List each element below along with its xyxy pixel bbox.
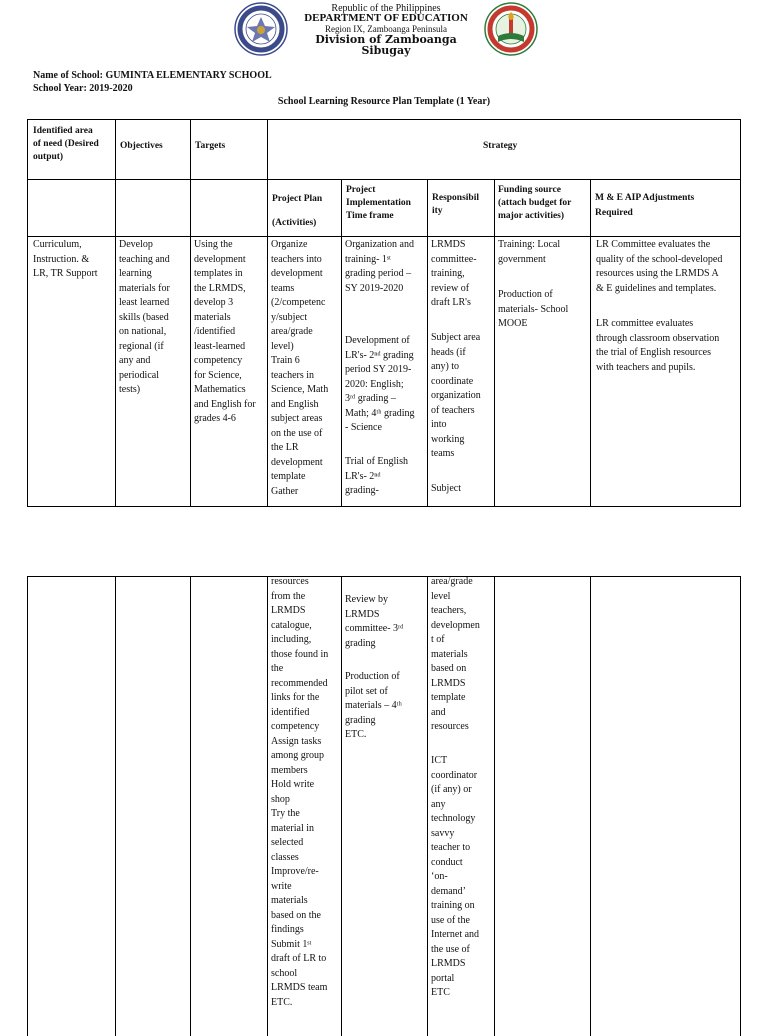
cell-line: conduct [431,856,463,868]
cell-line: MOOE [498,318,528,329]
cell-line: development [194,253,246,265]
cell-line: training, [431,268,465,279]
cell-line: Implementation [346,198,411,208]
cell-line: the [271,663,284,674]
cell-line: Trial of English [345,456,408,467]
cell-line: LRMDS [345,608,380,620]
cell-line: development [271,456,323,468]
cell-line: government [498,253,546,265]
cell-line: of teachers [431,404,475,416]
cell-line: materials – 4ᵗʰ [345,700,402,711]
cell-line: ICT [431,755,448,766]
cell-line: among group [271,750,325,761]
cell-line: (attach budget for [498,198,572,208]
cell-line: teacher to [431,842,471,853]
cell-line: the LRMDS, [194,282,246,294]
plan-table-page1 [27,119,741,507]
cell-line: grading period – [345,268,412,279]
cell-line: LRMDS team [271,982,328,993]
header-project-plan [272,187,340,235]
cell-line: & E guidelines and templates. [596,282,717,294]
cell-line: for Science, [194,369,242,381]
cell-line: Assign tasks [271,735,322,747]
cell-line: findings [271,924,304,935]
cell-line: Submit 1ˢᵗ [271,938,312,950]
department-line: DEPARTMENT OF EDUCATION [304,12,468,24]
cell-line: LR committee evaluates [596,318,694,329]
plan-table-page2 [27,576,741,1036]
cell-line: area/grade [431,576,473,587]
cell-line: classes [271,851,299,863]
cell-line: on the use of [271,427,323,439]
cell-line: materials [194,311,231,323]
cell-line: Improve/re- [271,866,319,877]
cell-line: grades 4-6 [194,413,236,424]
cell-implementation-cont-1 [345,593,427,651]
cell-line: template [431,692,466,703]
cell-line: from the [271,590,306,602]
cell-line: Identified area [33,126,93,136]
cell-line: Review by [345,594,389,605]
cell-line: any [431,798,446,810]
cell-line: Organization and [345,239,414,250]
cell-line: t of [431,634,445,645]
cell-line: Internet and [431,929,480,940]
cell-targets [194,238,266,427]
cell-line: template [271,471,306,482]
cell-line: pilot set of [345,685,388,697]
cell-line: recommended [271,677,328,689]
cell-line: M & E AIP Adjustments [595,193,695,203]
cell-line: level [431,590,451,602]
cell-line: Gather [271,485,299,497]
cell-line: draft LR's [431,297,471,308]
cell-line: competency [194,355,243,366]
cell-line: based on the [271,909,321,921]
cell-me-2 [596,317,740,375]
cell-line: portal [431,972,455,984]
cell-line: catalogue, [271,619,312,631]
header-me [595,191,739,221]
region-line: Region IX, Zamboanga Peninsula [325,24,447,34]
cell-line: working [431,433,465,445]
cell-line: Hold write [271,779,315,790]
cell-line: learning [119,268,152,279]
cell-line: LRMDS [431,239,466,250]
division-line: Division of Zamboanga Sibugay [315,33,457,57]
cell-line: least learned [119,297,170,308]
cell-line: Production of [498,289,553,300]
cell-line: through classroom observation [596,332,720,344]
cell-line: the trial of English resources [596,347,711,358]
cell-line: tests) [119,384,141,395]
cell-project-plan [271,238,341,499]
cell-line: SY 2019-2020 [345,282,404,294]
cell-line: developmen [431,619,480,631]
cell-line: LR's- 2ⁿᵈ [345,470,381,482]
header-funding [498,184,590,223]
cell-line: templates in [194,268,243,279]
cell-line: level) [271,340,294,352]
cell-line: teachers into [271,253,322,265]
cell-line: based on [431,663,467,674]
cell-implementation-cont-2 [345,670,427,743]
cell-implementation-1 [345,238,427,296]
cell-line: training on [431,900,475,911]
cell-line: links for the [271,692,320,703]
cell-line: ity [432,206,443,216]
deped-seal-logo [234,2,288,56]
cell-line: ETC. [271,996,293,1008]
cell-line: coordinate [431,375,474,387]
cell-line: area/grade [271,326,313,337]
cell-line: shop [271,793,290,805]
cell-line: Mathematics [194,384,246,395]
cell-line: grading [345,714,376,726]
cell-line: Time frame [346,211,394,221]
document-title: School Learning Resource Plan Template (1 Year) [277,96,491,107]
cell-line: Math; 4ᵗʰ grading [345,407,415,419]
cell-line: identified [271,706,310,718]
cell-line: technology [431,813,476,824]
cell-line: Production of [345,671,400,682]
cell-responsibility-cont-1 [431,575,493,735]
cell-line: materials for [119,282,170,294]
school-year: School Year: 2019-2020 [33,83,133,94]
cell-line: Required [595,208,633,218]
cell-line: the use of [431,943,470,955]
cell-line: write [271,880,292,892]
header-targets: Targets [195,141,226,151]
header-implementation [346,184,426,223]
cell-line: materials [271,895,308,906]
cell-line: those found in [271,648,329,660]
cell-line: competency [271,721,320,732]
cell-line: major activities) [498,211,565,221]
cell-line: LRMDS [431,958,466,969]
cell-line: training- 1ˢᵗ [345,253,391,265]
cell-line: on national, [119,326,167,337]
cell-line: resources using the LRMDS A [596,268,719,279]
cell-line: Science, Math [271,384,329,395]
division-seal-logo [484,2,538,56]
cell-line: 3ʳᵈ grading – [345,393,396,404]
cell-line: LRMDS [271,605,306,616]
cell-line: LRMDS [431,677,466,689]
cell-line: any and [119,355,151,366]
cell-line: Funding source [498,185,561,195]
cell-line: heads (if [431,346,466,358]
cell-line: (2/competenc [271,297,326,308]
cell-line: teams [271,282,295,294]
header-strategy: Strategy [483,141,518,151]
cell-line: - Science [345,422,382,433]
cell-line: Try the [271,808,300,819]
cell-project-plan-cont [271,575,341,1010]
cell-line: Curriculum, [33,239,82,250]
cell-line: school [271,967,298,979]
cell-line: coordinator [431,769,478,781]
cell-line: Project [346,185,376,195]
cell-line: teams [431,448,455,459]
cell-line: committee- [431,253,477,265]
cell-line: savvy [431,827,455,839]
cell-line: review of [431,282,470,294]
cell-responsibility-2 [431,331,493,462]
cell-line: Develop [119,239,153,250]
cell-responsibility-1 [431,238,493,311]
republic-line: Republic of the Philippines [331,3,441,14]
cell-funding-2 [498,288,590,332]
cell-line: members [271,764,308,776]
cell-line: teachers in [271,369,315,381]
cell-line: and English for [194,398,256,410]
cell-line: develop 3 [194,297,234,308]
cell-line: output) [33,152,64,162]
cell-responsibility-cont-2 [431,754,493,1001]
cell-line: Instruction. & [33,253,90,265]
cell-line: least-learned [194,340,246,352]
cell-line: period SY 2019- [345,364,412,375]
cell-line: materials [431,648,468,660]
cell-implementation-3 [345,455,427,499]
cell-line: demand’ [431,885,466,897]
cell-line: material in [271,822,315,834]
cell-line: ETC. [345,729,367,740]
cell-line: teaching and [119,253,170,265]
cell-line: Using the [194,239,233,250]
cell-line: subject areas [271,413,323,424]
cell-line: including, [271,634,312,645]
cell-line: the LR [271,442,299,453]
cell-line: grading [345,637,376,649]
cell-line: grading- [345,485,379,496]
cell-line: resources [431,721,469,732]
cell-line: regional (if [119,340,164,352]
cell-line: (if any) or [431,784,472,795]
cell-objectives [119,238,191,398]
cell-implementation-2 [345,334,427,436]
cell-line: development [271,268,323,279]
cell-line: teachers, [431,605,467,616]
cell-line: skills (based [119,311,169,323]
cell-line: organization [431,390,481,401]
cell-funding-1 [498,238,590,267]
cell-line: materials- School [498,303,569,315]
header-objectives: Objectives [120,141,163,151]
cell-line: periodical [119,369,159,381]
cell-line: 2020: English; [345,378,404,390]
cell-line: Training: Local [498,239,561,250]
cell-me-1 [596,238,740,296]
cell-line: draft of LR to [271,953,327,964]
cell-line: ‘on- [431,871,448,882]
cell-line: Subject area [431,332,481,343]
cell-line: of need (Desired [33,139,99,149]
header-need [33,125,113,164]
cell-line: (Activities) [272,218,317,228]
cell-line: into [431,419,447,430]
cell-line: committee- 3ʳᵈ [345,623,404,634]
cell-line: selected [271,837,304,848]
school-name: Name of School: GUMINTA ELEMENTARY SCHOOL [33,70,272,81]
cell-line: and English [271,398,319,410]
cell-line: with teachers and pupils. [596,361,696,373]
cell-responsibility-3 [431,482,493,497]
cell-line: /identified [194,326,236,337]
cell-line: and [431,706,446,718]
cell-need [33,238,113,282]
cell-line: Responsibil [432,193,479,203]
header-responsibility [432,192,494,218]
cell-line: Project Plan [272,194,323,204]
cell-line: Train 6 [271,355,300,366]
cell-line: resources [271,576,309,587]
cell-line: LR Committee evaluates the [596,239,711,250]
cell-line: Organize [271,239,308,250]
cell-line: use of the [431,914,470,926]
cell-line: LR, TR Support [33,268,98,279]
cell-line: Subject [431,483,461,494]
cell-line: quality of the school-developed [596,253,723,265]
cell-line: Development of [345,335,410,346]
cell-line: any) to [431,361,460,372]
cell-line: LR's- 2ⁿᵈ grading [345,349,414,361]
cell-line: ETC [431,987,450,998]
cell-line: y/subject [271,311,308,323]
